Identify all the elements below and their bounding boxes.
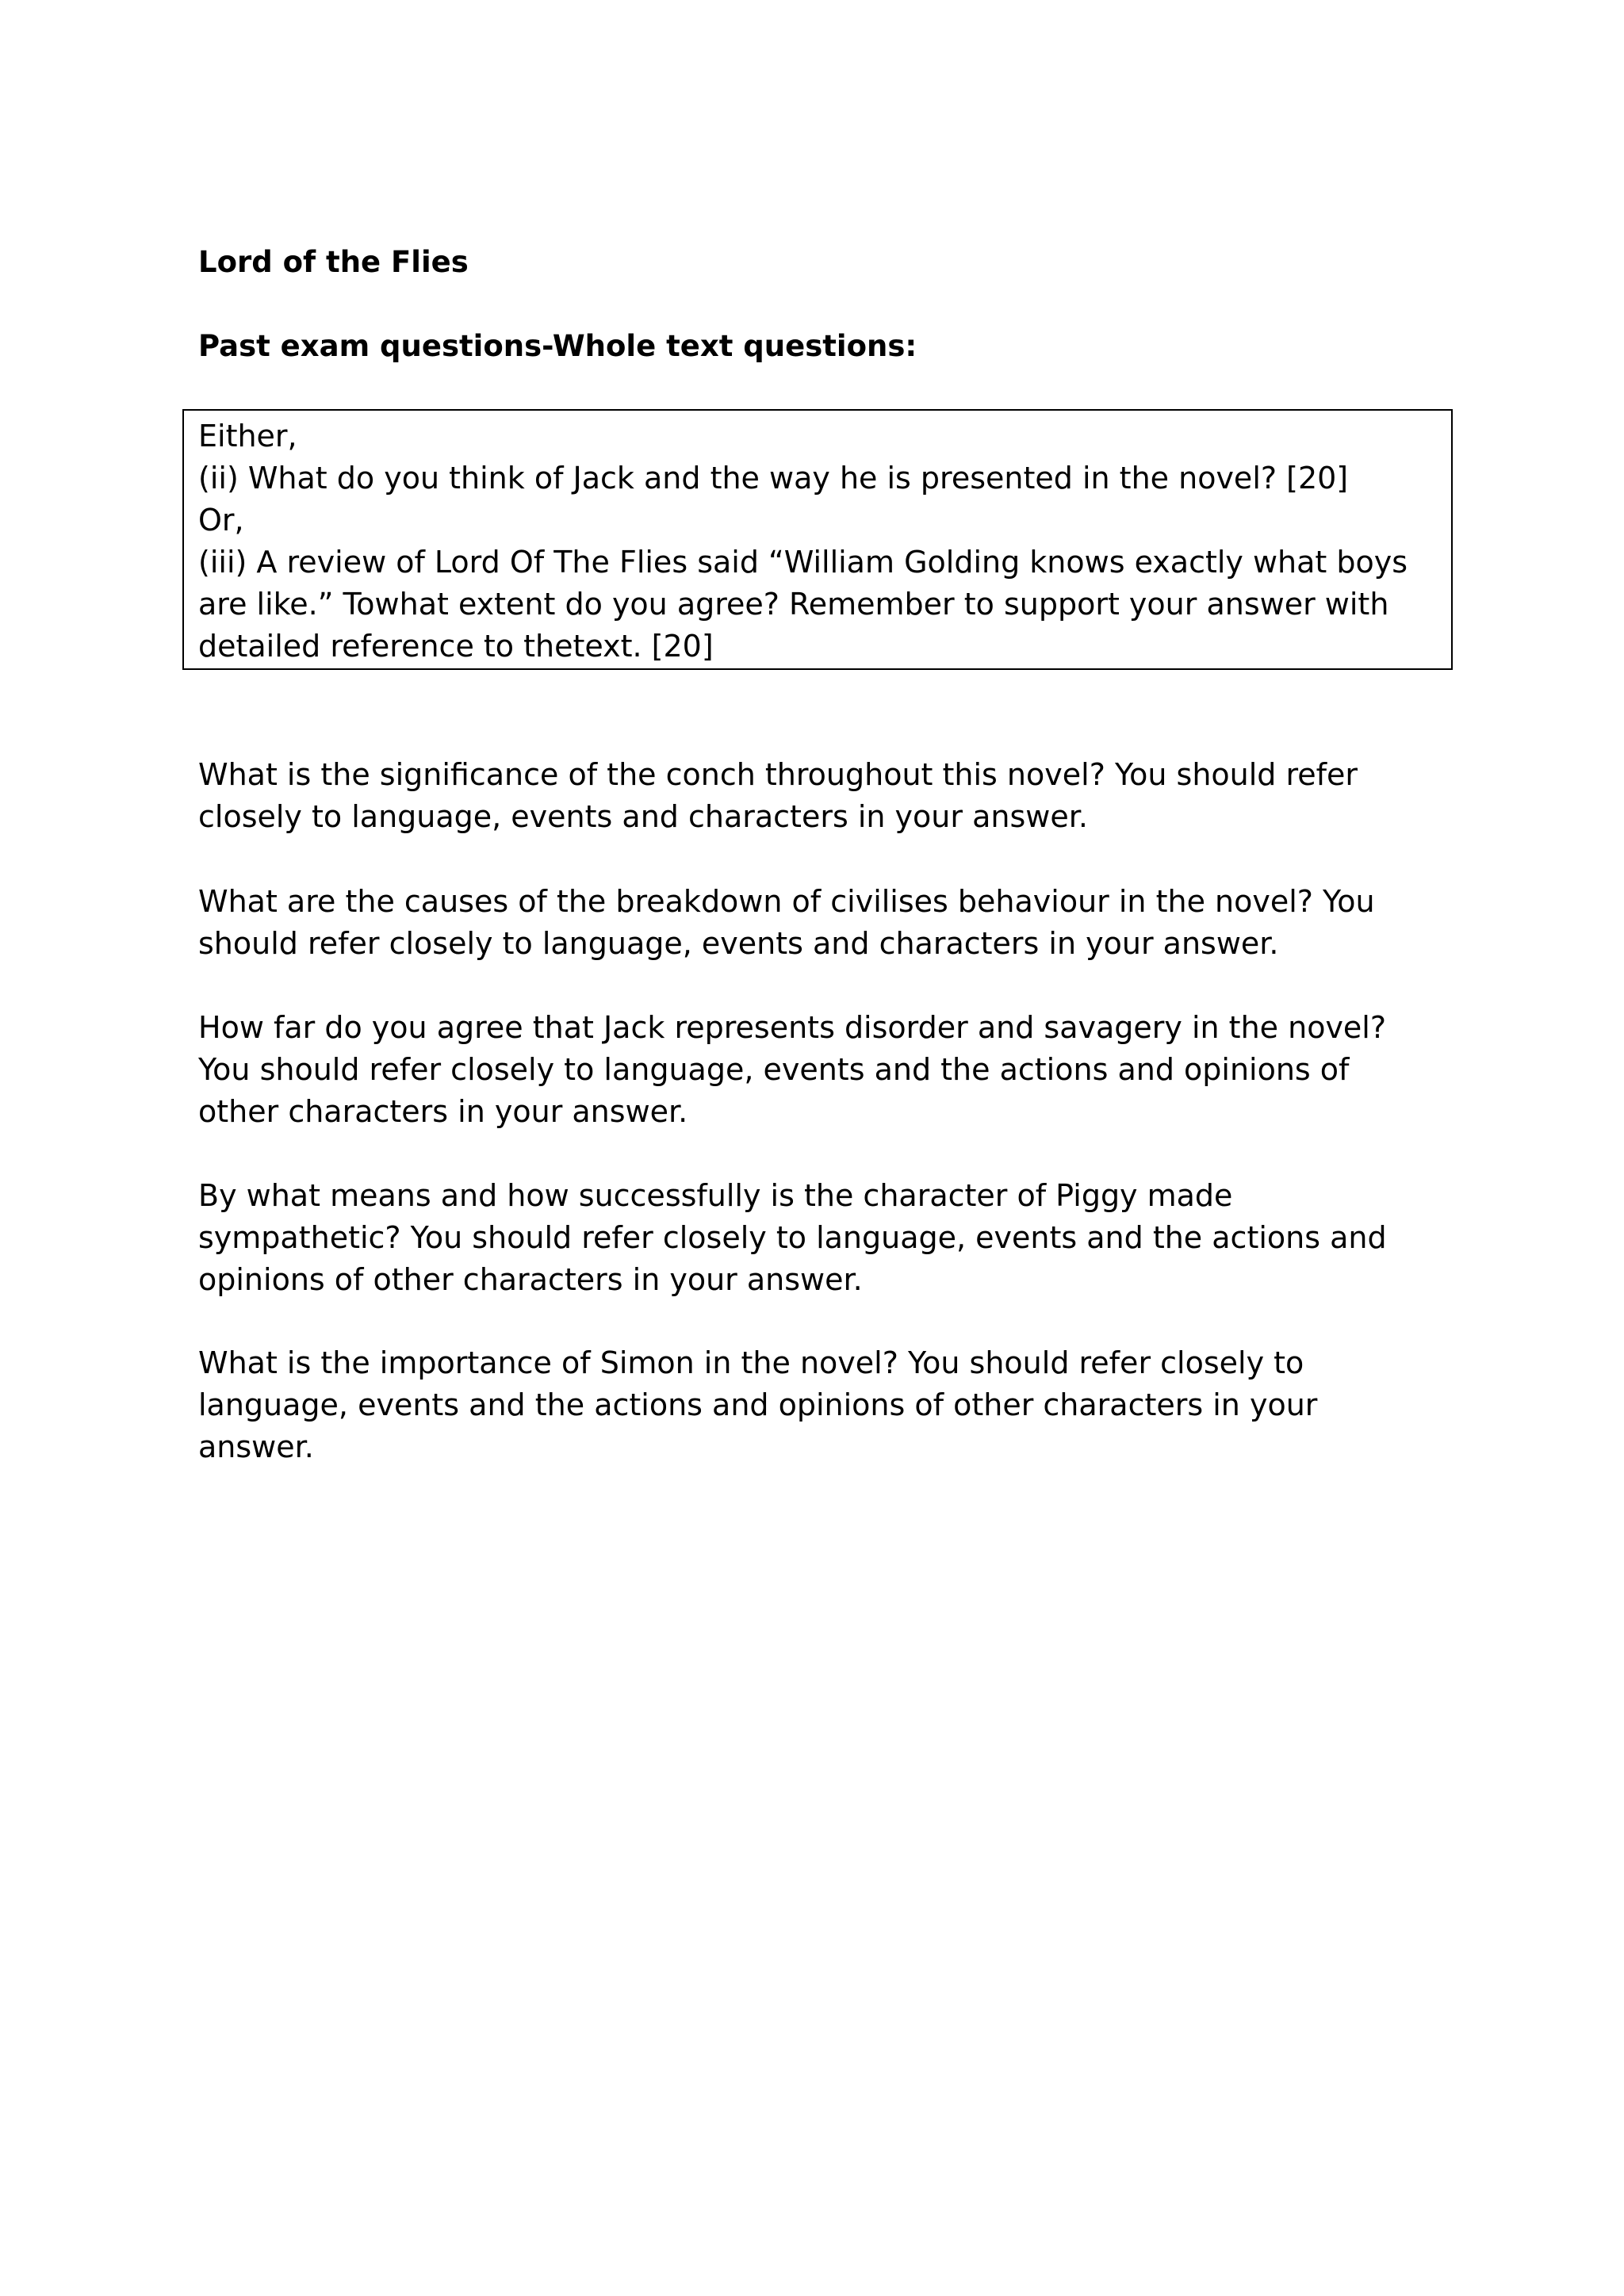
question-piggy: By what means and how successfully is the character of Piggy made sympathetic? You should refer closely to language, events and the actions and opinions of other characters in your answer. bbox=[198, 1178, 1387, 1297]
question-jack: How far do you agree that Jack represents disorder and savagery in the novel? You should refer closely to language, events and the actions and opinions of other characters in your answer. bbox=[198, 1010, 1387, 1129]
question-breakdown: What are the causes of the breakdown of civilises behaviour in the novel? You should refer closely to language, events and characters in your answer. bbox=[198, 884, 1375, 961]
document-title: Lord of the Flies bbox=[198, 245, 469, 279]
question-simon: What is the importance of Simon in the novel? You should refer closely to language, events and the actions and opinions of other characters in your answer. bbox=[198, 1345, 1318, 1464]
section-heading: Past exam questions-Whole text questions: bbox=[198, 329, 917, 363]
either-or-question-box bbox=[182, 409, 1453, 670]
question-ii: (ii) What do you think of Jack and the way he is presented in the novel? [20] bbox=[198, 461, 1349, 496]
question-conch: What is the significance of the conch throughout this novel? You should refer closely to language, events and characters in your answer. bbox=[198, 757, 1358, 834]
either-label: Either, bbox=[198, 419, 297, 453]
question-iii: (iii) A review of Lord Of The Flies said “William Golding knows exactly what boys are like.” Towhat extent do you agree? Remember to support your answer with detailed reference to thetext. [20] bbox=[198, 545, 1408, 664]
or-label: Or, bbox=[198, 503, 244, 538]
